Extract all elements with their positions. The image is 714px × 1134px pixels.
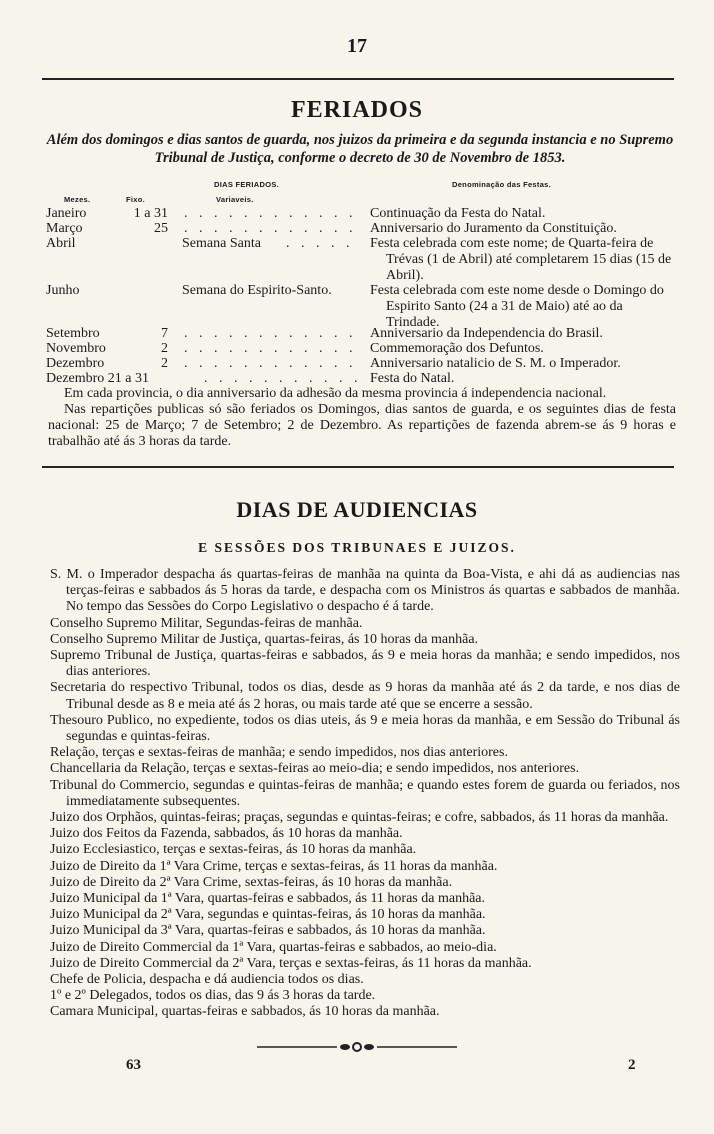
list-item: S. M. o Imperador despacha ás quartas-feiras de manhãa na quinta da Boa-Vista, e ahi dá as audiencias nas terças-feiras e sabbados ás 5 horas da tarde, e despacha com os Ministros ás quartas e sabbados de manhãa. No tempo das Sessões do Corpo Legislativo o despacho é á tarde. <box>50 567 680 615</box>
feriado-mes: Junho <box>46 283 80 298</box>
feriado-denominacao: Festa celebrada com este nome desde o Domingo do Espirito Santo (24 a 31 de Maio) até ao da Trindade. <box>370 283 664 330</box>
list-item: Camara Municipal, quartas-feiras e sabbados, ás 10 horas da manhãa. <box>50 1004 440 1020</box>
ornament-icon <box>257 1041 457 1053</box>
feriado-row <box>46 283 676 331</box>
leader-dots: . . . . . . . . . . . . <box>184 221 357 236</box>
list-item: Supremo Tribunal de Justiça, quartas-feiras e sabbados, ás 9 e meia horas da manhãa; e sendo impedidos, nos dias anteriores. <box>50 648 680 680</box>
feriados-notes <box>48 386 676 450</box>
list-item: Juizo de Direito Commercial da 2ª Vara, terças e sextas-feiras, ás 11 horas da manhãa. <box>50 955 532 971</box>
footer-signature-right: 2 <box>628 1057 636 1073</box>
feriado-row <box>46 371 676 387</box>
section-rule <box>42 466 674 468</box>
leader-dots: . . . . . . . . . . . . <box>184 206 357 221</box>
feriado-fixo: 7 <box>161 326 168 341</box>
list-item: Conselho Supremo Militar, Segundas-feiras de manhãa. <box>50 615 363 631</box>
feriado-mes: Dezembro <box>46 356 105 371</box>
list-item: Juizo de Direito Commercial da 1ª Vara, quartas-feiras e sabbados, ao meio-dia. <box>50 939 497 955</box>
feriado-denominacao: Festa do Natal. <box>370 371 455 386</box>
feriado-fixo: 2 <box>161 341 168 356</box>
leader-dots: . . . . . <box>286 236 354 251</box>
feriado-row <box>46 341 676 357</box>
feriado-denominacao: Anniversario do Juramento da Constituição. <box>370 221 617 236</box>
feriado-variavel: Semana do Espirito-Santo. <box>182 283 332 298</box>
feriado-mes: Março <box>46 221 83 236</box>
col-den-header: Denominação das Festas. <box>452 180 552 189</box>
feriado-row <box>46 356 676 372</box>
list-item: Juizo dos Orphãos, quintas-feiras; praças, segundas e quintas-feiras; e cofre, sabbados, ás 11 horas da manhãa. <box>50 810 669 826</box>
audiencias-subtitle: E SESSÕES DOS TRIBUNAES E JUIZOS. <box>198 540 516 555</box>
list-item: Tribunal do Commercio, segundas e quintas-feiras de manhãa; e quando estes forem de guarda ou feriados, nos immediatamente subsequentes. <box>50 777 680 809</box>
audiencias-title: DIAS DE AUDIENCIAS <box>236 497 478 522</box>
list-item: Juizo Ecclesiastico, terças e sextas-feiras, ás 10 horas da manhãa. <box>50 842 417 858</box>
col-group-header: DIAS FERIADOS. <box>214 180 280 189</box>
feriados-title: FERIADOS <box>290 97 424 123</box>
feriados-note-2: Nas repartições publicas só são feriados os Domingos, dias santos de guarda, e os seguintes dias de festa nacional: 25 de Março; 7 de Setembro; 2 de Dezembro. As repartições de fazenda abrem-se ás 9 horas e trabalhão até ás 3 horas da tarde. <box>48 402 676 449</box>
list-item: Juizo de Direito da 2ª Vara Crime, sextas-feiras, ás 10 horas da manhãa. <box>50 874 453 890</box>
feriado-denominacao: Anniversario natalicio de S. M. o Imperador. <box>370 356 621 371</box>
feriado-row <box>46 221 676 237</box>
feriado-mes: Abril <box>46 236 76 251</box>
feriado-row <box>46 236 676 284</box>
list-item: Juizo Municipal da 1ª Vara, quartas-feiras e sabbados, ás 11 horas da manhãa. <box>50 891 485 907</box>
feriado-denominacao: Festa celebrada com este nome; de Quarta-feira de Trévas (1 de Abril) até completarem 15 dias (15 de Abril). <box>370 236 672 283</box>
list-item: Chancellaria da Relação, terças e sextas-feiras ao meio-dia; e sendo impedidos, nos anteriores. <box>50 761 580 777</box>
list-item: Juizo Municipal da 3ª Vara, quartas-feiras e sabbados, ás 10 horas da manhãa. <box>50 923 486 939</box>
list-item: Juizo de Direito da 1ª Vara Crime, terças e sextas-feiras, ás 11 horas da manhãa. <box>50 858 498 874</box>
list-item: Secretaria do respectivo Tribunal, todos os dias, desde as 9 horas da manhãa até ás 2 da tarde, e nos dias de Tribunal desde as 8 e meia até ás 2 horas, ou mais tarde até que se encerre a sessão. <box>50 680 680 712</box>
list-item: 1º e 2º Delegados, todos os dias, das 9 ás 3 horas da tarde. <box>50 988 376 1004</box>
feriados-intro: Além dos domingos e dias santos de guarda, nos juizos da primeira e da segunda instancia e no Supremo Tribunal de Justiça, conforme o decreto de 30 de Novembro de 1853. <box>46 132 674 166</box>
list-item: Thesouro Publico, no expediente, todos os dias uteis, ás 9 e meia horas da manhãa, e em Sessão do Tribunal ás segundas e quintas-feiras. <box>50 712 680 745</box>
leader-dots: . . . . . . . . . . . . <box>184 326 357 341</box>
list-item: Juizo dos Feitos da Fazenda, sabbados, ás 10 horas da manhãa. <box>50 826 403 842</box>
feriado-denominacao: Anniversario da Independencia do Brasil. <box>370 326 603 341</box>
feriado-variavel: Semana Santa <box>182 236 261 251</box>
list-item: Conselho Supremo Militar de Justiça, quartas-feiras, ás 10 horas da manhãa. <box>50 631 479 647</box>
audiencias-list <box>50 567 680 1021</box>
leader-dots: . . . . . . . . . . . . <box>184 356 357 371</box>
feriado-denominacao: Commemoração dos Defuntos. <box>370 341 544 356</box>
leader-dots: . . . . . . . . . . . . <box>184 341 357 356</box>
list-item: Chefe de Policia, despacha e dá audiencia todos os dias. <box>50 972 364 988</box>
feriado-denominacao: Continuação da Festa do Natal. <box>370 206 546 221</box>
feriado-mes: Dezembro 21 a 31 <box>46 371 150 386</box>
feriado-row <box>46 206 676 222</box>
feriado-mes: Setembro <box>46 326 100 341</box>
feriado-fixo: 2 <box>161 356 168 371</box>
footer-signature-left: 63 <box>126 1057 141 1073</box>
ornament-divider <box>0 1038 714 1057</box>
top-rule <box>42 78 674 80</box>
col-fixo-header: Fixo. <box>126 195 146 204</box>
feriado-mes: Novembro <box>46 341 106 356</box>
leader-dots: . . . . . . . . . . . <box>204 371 362 386</box>
feriados-note-1: Em cada provincia, o dia anniversario da adhesão da mesma provincia á independencia nacional. <box>64 386 607 401</box>
list-item: Juizo Municipal da 2ª Vara, segundas e quintas-feiras, ás 10 horas da manhãa. <box>50 907 486 923</box>
list-item: Relação, terças e sextas-feiras de manhãa; e sendo impedidos, nos dias anteriores. <box>50 745 508 761</box>
page-number: 17 <box>347 35 367 57</box>
col-var-header: Variaveis. <box>216 195 254 204</box>
feriado-fixo: 25 <box>154 221 168 236</box>
feriado-row <box>46 326 676 342</box>
feriado-fixo: 1 a 31 <box>133 206 168 221</box>
feriado-mes: Janeiro <box>46 206 87 221</box>
col-mes-header: Mezes. <box>64 195 91 204</box>
